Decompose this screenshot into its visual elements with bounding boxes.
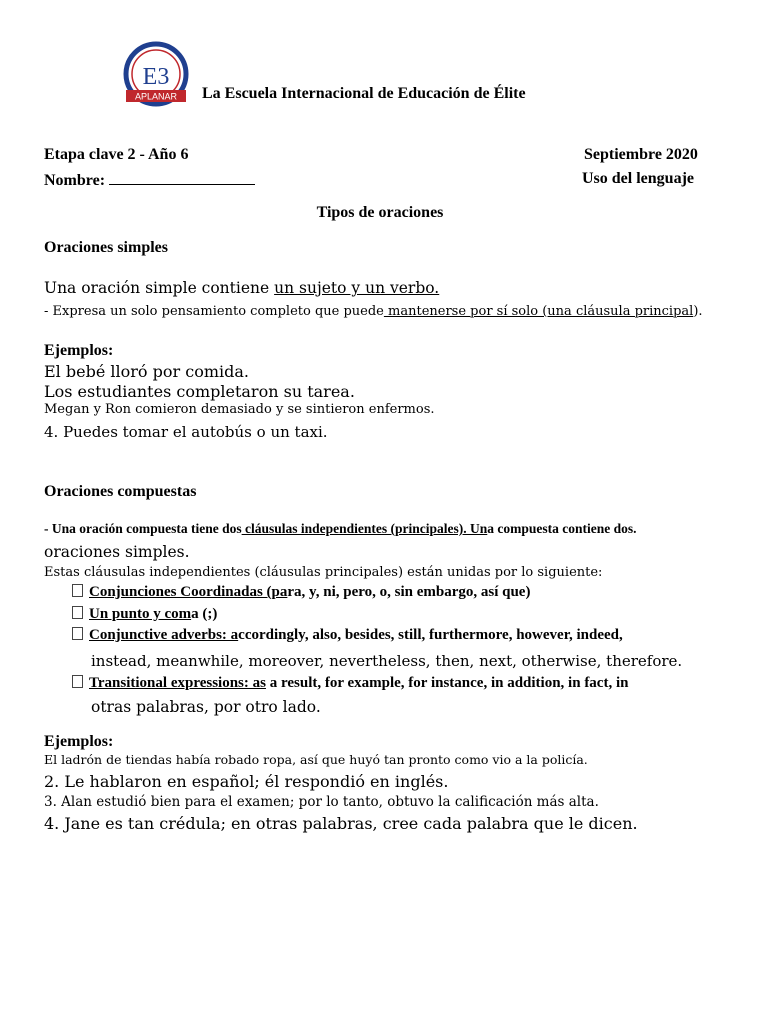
checkbox-icon <box>72 606 83 619</box>
name-label: Nombre: <box>44 172 106 189</box>
name-blank-line[interactable] <box>109 170 255 185</box>
list-item-continuation: instead, meanwhile, moreover, nevertheless, then, next, otherwise, therefore. <box>91 652 683 670</box>
page-title: Tipos de oraciones <box>316 204 444 221</box>
compound-example-1: El ladrón de tiendas había robado ropa, así que huyó tan pronto como vio a la policía. <box>44 752 588 767</box>
checkbox-icon <box>72 584 83 597</box>
compound-heading: Oraciones compuestas <box>44 483 197 500</box>
compound-definition: - Una oración compuesta tiene dos cláusulas independientes (principales). Una compuesta contiene dos. <box>44 521 637 536</box>
simple-definition: Una oración simple contiene un sujeto y un verbo. <box>44 279 440 297</box>
checkbox-icon <box>72 675 83 688</box>
compound-definition-cont: oraciones simples. <box>44 543 190 561</box>
list-item-continuation: otras palabras, por otro lado. <box>91 698 321 716</box>
school-name: La Escuela Internacional de Educación de Élite <box>202 85 526 102</box>
logo-ribbon-text: APLANAR <box>134 91 178 102</box>
compound-example-3: 3. Alan estudió bien para el examen; por lo tanto, obtuvo la calificación más alta. <box>44 794 599 810</box>
simple-explanation: - Expresa un solo pensamiento completo que puede mantenerse por sí solo (una cláusula principal). <box>44 304 703 319</box>
name-row <box>44 170 255 190</box>
subject-label: Uso del lenguaje <box>582 170 694 187</box>
list-item: Transitional expressions: as a result, for example, for instance, in addition, in fact, in <box>72 675 628 692</box>
simple-heading: Oraciones simples <box>44 239 168 256</box>
simple-example-3: Megan y Ron comieron demasiado y se sintieron enfermos. <box>44 402 435 417</box>
compound-example-4: 4. Jane es tan crédula; en otras palabras, cree cada palabra que le dicen. <box>44 814 638 833</box>
simple-example-1: El bebé lloró por comida. <box>44 362 249 381</box>
compound-examples-heading: Ejemplos: <box>44 733 114 750</box>
list-item: Conjunctive adverbs: accordingly, also, besides, still, furthermore, however, indeed, <box>72 627 623 644</box>
simple-examples-heading: Ejemplos: <box>44 342 114 359</box>
compound-example-2: 2. Le hablaron en español; él respondió en inglés. <box>44 772 449 791</box>
compound-joining-intro: Estas cláusulas independientes (cláusulas principales) están unidas por lo siguiente: <box>44 565 603 580</box>
date-label: Septiembre 2020 <box>584 146 698 163</box>
stage-label: Etapa clave 2 - Año 6 <box>44 146 189 163</box>
simple-example-4: 4. Puedes tomar el autobús o un taxi. <box>44 423 328 441</box>
list-item: Conjunciones Coordinadas (para, y, ni, pero, o, sin embargo, así que) <box>72 584 530 601</box>
list-item: Un punto y coma (;) <box>72 606 217 623</box>
logo-text: E3 <box>142 64 170 90</box>
checkbox-icon <box>72 627 83 640</box>
simple-example-2: Los estudiantes completaron su tarea. <box>44 382 355 401</box>
school-logo <box>120 40 192 112</box>
